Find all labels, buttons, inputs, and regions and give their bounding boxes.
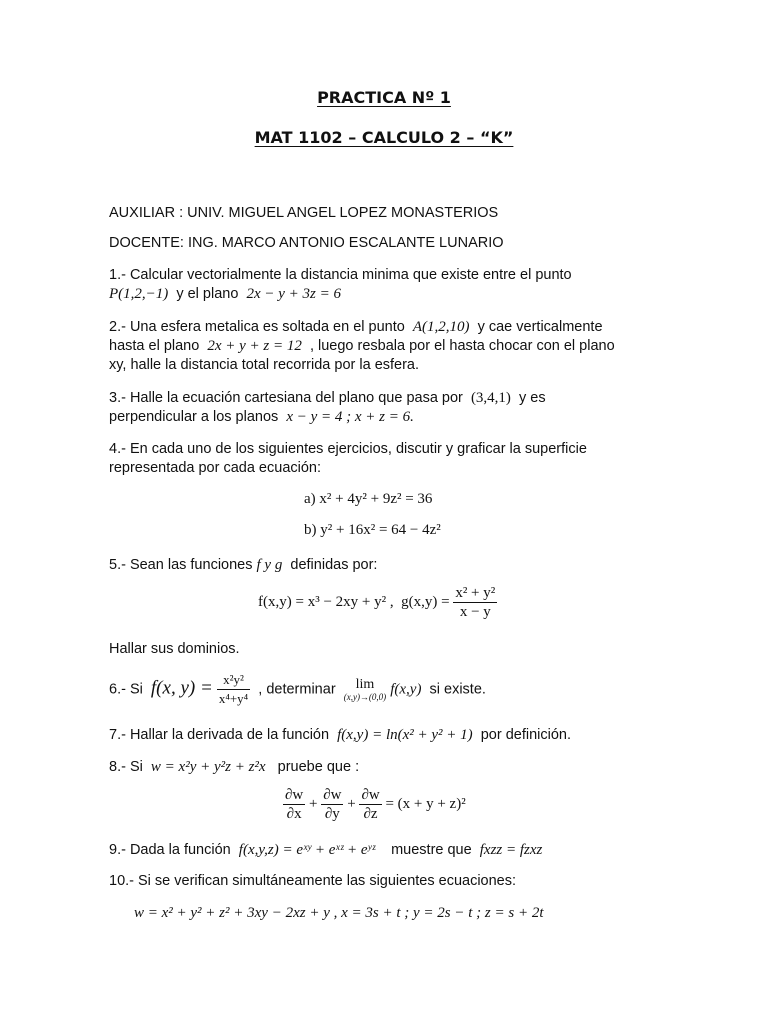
problem-2-text-d: , luego resbala por el hasta chocar con el plano — [301, 338, 615, 354]
problem-7-text-a: 7.- Hallar la derivada de la función — [109, 727, 338, 743]
problem-2-point: A(1,2,10) — [412, 319, 470, 335]
problem-7-expression: f(x,y) = ln(x² + y² + 1) — [337, 727, 473, 743]
problem-6-numerator: x²y² — [217, 671, 250, 690]
problem-1-connector: y el plano — [168, 286, 247, 302]
equation-10: w = x² + y² + z² + 3xy − 2xz + y , x = 3s + t ; y = 2s − t ; z = s + 2t — [134, 905, 544, 921]
problem-8-line — [109, 759, 359, 776]
limit-label: lim — [355, 676, 375, 692]
partial-w-z — [359, 786, 381, 823]
f-definition: f(x,y) = x³ − 2xy + y² — [258, 593, 387, 610]
g-definition-lhs: g(x,y) = — [401, 593, 450, 610]
partial-w-num-3: ∂w — [361, 787, 380, 803]
problem-2-line2 — [109, 338, 615, 355]
problem-5-functions: f y g — [256, 557, 283, 573]
problem-4-line2: representada por cada ecuación: — [109, 460, 322, 476]
problem-6-function-lhs: f(x, y) = — [150, 677, 213, 699]
problem-2-plane: 2x + y + z = 12 — [207, 338, 302, 354]
problem-7-text-b: por definición. — [472, 727, 572, 743]
plus-sign: + — [347, 795, 356, 812]
g-numerator: x² + y² — [455, 585, 496, 601]
problem-3-text-c: perpendicular a los planos — [109, 409, 287, 425]
partial-y: ∂y — [324, 806, 340, 822]
problem-8-w: w = x²y + y²z + z²x — [150, 759, 266, 775]
problem-2-text-a: 2.- Una esfera metalica es soltada en el punto — [109, 319, 413, 335]
problem-4-line1: 4.- En cada uno de los siguientes ejercicios, discutir y graficar la superficie — [109, 441, 587, 457]
problem-3-text-a: 3.- Halle la ecuación cartesiana del plano que pasa por — [109, 390, 471, 406]
problem-6-line — [109, 671, 486, 708]
problem-9-claim: fxzz = fzxz — [479, 842, 543, 858]
problem-8-text-a: 8.- Si — [109, 759, 151, 775]
partial-w-x — [283, 786, 305, 823]
plus-sign: + — [309, 795, 318, 812]
g-denominator: x − y — [459, 604, 491, 620]
problem-3-planes: x − y = 4 ; x + z = 6. — [286, 409, 414, 425]
problem-6-denominator: x⁴+y⁴ — [218, 691, 249, 706]
problem-9-function: f(x,y,z) = eˣʸ + eˣᶻ + eʸᶻ — [238, 842, 375, 858]
problem-7-line — [109, 727, 571, 744]
limit-operator — [344, 678, 386, 702]
course-title: MAT 1102 – CALCULO 2 – “K” — [254, 128, 514, 147]
problem-2-text-c: hasta el plano — [109, 338, 208, 354]
problem-1-line2 — [109, 286, 341, 303]
equation-8-rhs: = (x + y + z)² — [385, 795, 466, 812]
equation-4b: b) y² + 16x² = 64 − 4z² — [304, 522, 441, 538]
problem-8-text-b: pruebe que : — [265, 759, 360, 775]
problem-3-line2 — [109, 409, 414, 426]
problem-6-text-b: , determinar — [254, 681, 340, 698]
partial-w-num-2: ∂w — [323, 787, 342, 803]
problem-5-line1 — [109, 557, 377, 574]
problem-5-text-b: definidas por: — [282, 557, 378, 573]
g-fraction — [453, 584, 497, 621]
definition-separator: , — [386, 593, 398, 610]
problem-2-line3: xy, halle la distancia total recorrida por la esfera. — [109, 357, 420, 373]
equation-5 — [258, 584, 497, 621]
problem-3-point: (3,4,1) — [470, 390, 511, 406]
problem-5-domains: Hallar sus dominios. — [109, 641, 240, 657]
equation-8 — [283, 786, 466, 823]
equation-4a: a) x² + 4y² + 9z² = 36 — [304, 491, 433, 507]
problem-6-text-c: si existe. — [421, 681, 486, 698]
problem-2-text-b: y cae verticalmente — [469, 319, 603, 335]
partial-x: ∂x — [286, 806, 302, 822]
partial-w-y — [321, 786, 343, 823]
problem-1-point: P(1,2,−1) — [109, 286, 169, 302]
problem-6-text-a: 6.- Si — [109, 681, 147, 698]
auxiliar-line: AUXILIAR : UNIV. MIGUEL ANGEL LOPEZ MONASTERIOS — [109, 205, 499, 221]
problem-9-text-a: 9.- Dada la función — [109, 842, 239, 858]
partial-w-num-1: ∂w — [285, 787, 304, 803]
problem-3-line1 — [109, 390, 546, 407]
problem-6-fraction — [217, 671, 250, 708]
problem-2-line1 — [109, 319, 603, 336]
problem-3-text-b: y es — [510, 390, 546, 406]
practice-title: PRACTICA Nº 1 — [317, 88, 451, 107]
limit-subscript: (x,y)→(0,0) — [343, 691, 387, 702]
docente-line: DOCENTE: ING. MARCO ANTONIO ESCALANTE LUNARIO — [109, 235, 504, 251]
problem-1-plane: 2x − y + 3z = 6 — [246, 286, 341, 302]
problem-6-fxy: f(x,y) — [390, 681, 422, 698]
problem-9-line — [109, 842, 542, 859]
partial-z: ∂z — [363, 806, 378, 822]
problem-1-text: 1.- Calcular vectorialmente la distancia minima que existe entre el punto — [109, 267, 572, 283]
problem-9-text-b: muestre que — [374, 842, 480, 858]
problem-5-text-a: 5.- Sean las funciones — [109, 557, 257, 573]
problem-10-line: 10.- Si se verifican simultáneamente las siguientes ecuaciones: — [109, 873, 517, 889]
